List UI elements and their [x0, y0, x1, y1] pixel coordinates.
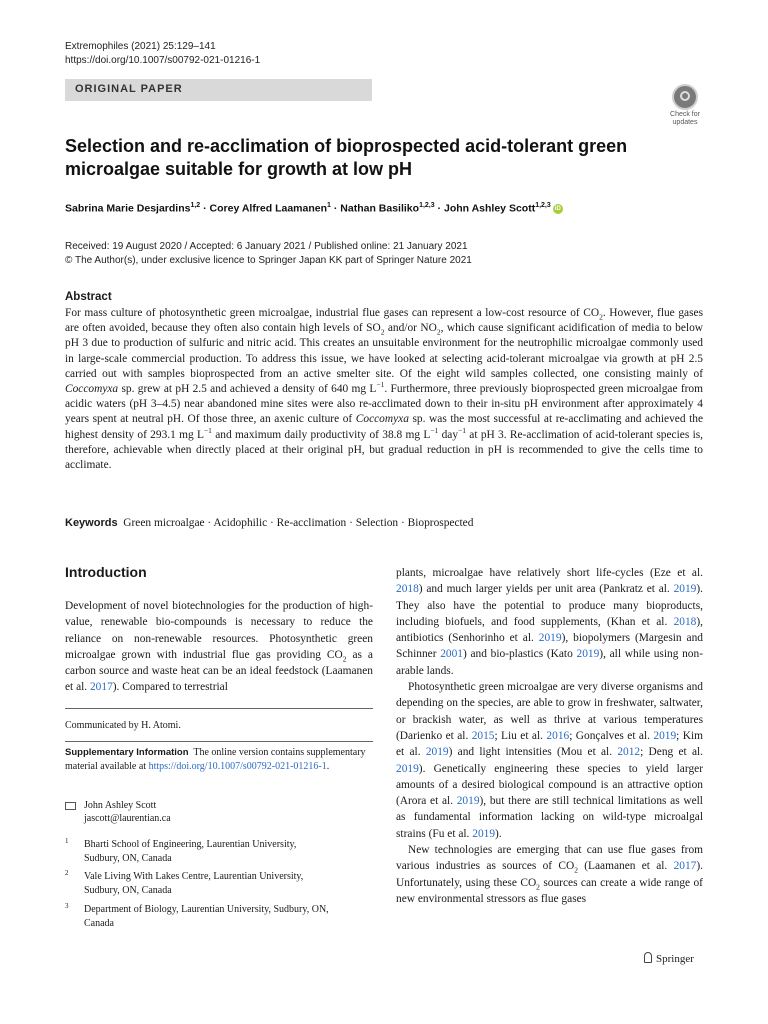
affiliation-item: 2 Vale Living With Lakes Centre, Laurentian University, Sudbury, ON, Canada	[65, 869, 304, 896]
publisher-name: Springer	[656, 953, 694, 965]
corresponding-email[interactable]: jascott@laurentian.ca	[84, 813, 171, 824]
supplementary-label: Supplementary Information	[65, 747, 189, 758]
citation-link[interactable]: 2019	[538, 632, 562, 645]
keywords-label: Keywords	[65, 517, 118, 529]
citation-link[interactable]: 2019	[472, 827, 496, 840]
author-affiliation-mark: 1,2	[190, 202, 201, 209]
author-name: Corey Alfred Laamanen	[209, 202, 328, 215]
right-column-text	[396, 565, 703, 907]
springer-horse-icon	[644, 952, 652, 963]
copyright-line: © The Author(s), under exclusive licence to Springer Japan KK part of Springer Nature 2021	[65, 255, 472, 266]
journal-citation: Extremophiles (2021) 25:129–141	[65, 41, 216, 52]
check-updates-line2: updates	[672, 119, 698, 126]
author-name: Nathan Basiliko	[340, 202, 420, 215]
journal-doi[interactable]: https://doi.org/10.1007/s00792-021-01216-1	[65, 55, 261, 66]
citation-link[interactable]: 2015	[471, 729, 495, 742]
affiliation-item: 1 Bharti School of Engineering, Laurentian University, Sudbury, ON, Canada	[65, 837, 297, 864]
keywords-list: Green microalgae · Acidophilic · Re-acclimation · Selection · Bioprospected	[123, 517, 474, 529]
history-dates: Received: 19 August 2020 / Accepted: 6 January 2021 / Published online: 21 January 2021	[65, 241, 468, 252]
orcid-icon[interactable]: iD	[554, 205, 561, 212]
journal-header	[65, 40, 260, 68]
article-type-label: ORIGINAL PAPER	[75, 83, 183, 95]
author-separator: ·	[200, 202, 210, 215]
citation-link[interactable]: 2001	[440, 648, 463, 661]
footnote-divider	[65, 741, 373, 742]
supplementary-text: The online version contains supplementary material available at	[65, 747, 366, 772]
author-name: Sabrina Marie Desjardins	[65, 202, 191, 215]
citation-link[interactable]: 2012	[617, 746, 641, 759]
author-affiliation-mark: 1	[327, 202, 331, 209]
author-affiliation-mark: 1,2,3	[419, 202, 435, 209]
supplementary-information: Supplementary Information The online version contains supplementary material available at https://doi.org/10.1007/s00792-021-01216-1.	[65, 747, 366, 772]
article-type-banner	[65, 79, 372, 101]
abstract-heading: Abstract	[65, 291, 112, 303]
citation-link[interactable]: 2019	[673, 583, 697, 596]
keywords	[65, 517, 705, 529]
citation-link[interactable]: 2016	[546, 729, 570, 742]
citation-link[interactable]: 2019	[456, 795, 480, 808]
paragraph: Photosynthetic green microalgae are very diverse organisms and depending on the species, are able to grow in freshwater, saltwater, or brackish water, as well as thrive at various temperatures (Darienko et al. 2015; Liu et al. 2016; Gonçalves et al. 2019; Kim et al. 2019) and light intensities (Mou et al. 2012; Deng et al. 2019). Genetically engineering these species to yield larger amounts of a desired biological compound is an attractive option (Arora et al. 2019), but there are still technical limitations as well as fundamental information lacking on wild-type microalgal strains (Fu et al. 2019).	[396, 681, 704, 840]
citation-link[interactable]: 2017	[89, 681, 113, 694]
citation-link[interactable]: 2019	[653, 729, 677, 742]
affiliation-item: 3 Department of Biology, Laurentian University, Sudbury, ON, Canada	[65, 902, 329, 929]
citation-link[interactable]: 2018	[396, 583, 419, 596]
citation-link[interactable]: 2017	[673, 860, 697, 873]
left-column-text: Development of novel biotechnologies for the production of high-value, renewable bio-compounds is necessary to reduce the reliance on non-renewable resources. Photosynthetic green microalgae grown with industrial flue gas providing $CO_2$ as a carbon source and waste heat can be an ideal feedstock (Laamanen et al. 2017). Compared to terrestrial	[65, 600, 373, 694]
citation-link[interactable]: 2018	[673, 615, 697, 628]
corresponding-name: John Ashley Scott	[84, 800, 157, 811]
paragraph: plants, microalgae have relatively short life-cycles (Eze et al. 2018) and much larger yields per unit area (Pankratz et al. 2019). They also have the potential to produce many bioproducts, including biofuels, and food supplements, (Khan et al. 2018), antibiotics (Senhorinho et al. 2019), biopolymers (Margesin and Schinner 2001) and bio-plastics (Kato 2019), all while using non-arable lands.	[396, 567, 703, 677]
envelope-icon	[65, 802, 76, 810]
author-separator: ·	[330, 202, 341, 215]
author-name: John Ashley Scott	[443, 202, 536, 215]
check-updates-line1: Check for	[670, 111, 700, 118]
supplementary-link[interactable]: https://doi.org/10.1007/s00792-021-01216-1	[148, 760, 327, 772]
check-for-updates-badge[interactable]	[663, 84, 707, 124]
paper-title: Selection and re-acclimation of bioprospected acid-tolerant green microalgae suitable for growth at low pH	[65, 136, 628, 179]
citation-link[interactable]: 2019	[396, 762, 419, 775]
paragraph: New technologies are emerging that can use flue gases from various industries as sources of $CO_2$ (Laamanen et al. 2017). Unfortunately, using these $CO_2$ sources can create a wide range of new environmental stressors as flue gases	[396, 844, 704, 905]
corresponding-author	[65, 799, 171, 825]
publication-dates	[65, 240, 472, 268]
communicated-by: Communicated by H. Atomi.	[65, 720, 181, 731]
citation-link[interactable]: 2019	[576, 648, 600, 661]
citation-link[interactable]: 2019	[425, 746, 449, 759]
abstract-text: For mass culture of photosynthetic green microalgae, industrial flue gases can represent a low-cost resource of $CO_2$. However, flue gases are often avoided, because they often also contain high levels of $SO_2$ and/or $NO_2$, which cause significant acidification of media to below pH 3 due to production of sulfuric and nitric acid. This creates an unsuitable environment for the neutrophilic microalgae commonly used in large-scale commercial production. To address this issue, we have looked at selecting acid-tolerant microalgae via growth at pH 2.5 carried out with samples bioprospected from an active smelter site. Of the eight wild samples collected, one consisting mainly of Coccomyxa sp. grew at pH 2.5 and achieved a density of 640 mg $L^{-1}$. Furthermore, three previously bioprospected green microalgae from acidic waters (pH 3–4.5) near abandoned mine sites were also re-acclimated down to their in-situ pH environment after approximately 4 years spent at neutral pH. Of those three, an axenic culture of Coccomyxa sp. was the most successful at re-acclimating and achieved the highest density of 293.1 mg $L^{-1}$ and maximum daily productivity of 38.8 mg $L^{-1}$ day$^{-1}$ at pH 3. Re-acclimation of acid-tolerant species is, therefore, achievable when directly placed at their original pH, but gradual reduction in pH is recommended to give the cells time to acclimate.	[65, 307, 704, 472]
author-list	[65, 202, 715, 215]
publisher-logo	[644, 952, 694, 965]
author-affiliation-mark: 1,2,3	[535, 202, 551, 209]
check-updates-icon	[672, 84, 698, 110]
section-heading-introduction: Introduction	[65, 564, 147, 580]
footnote-divider	[65, 708, 373, 709]
author-separator: ·	[434, 202, 444, 215]
